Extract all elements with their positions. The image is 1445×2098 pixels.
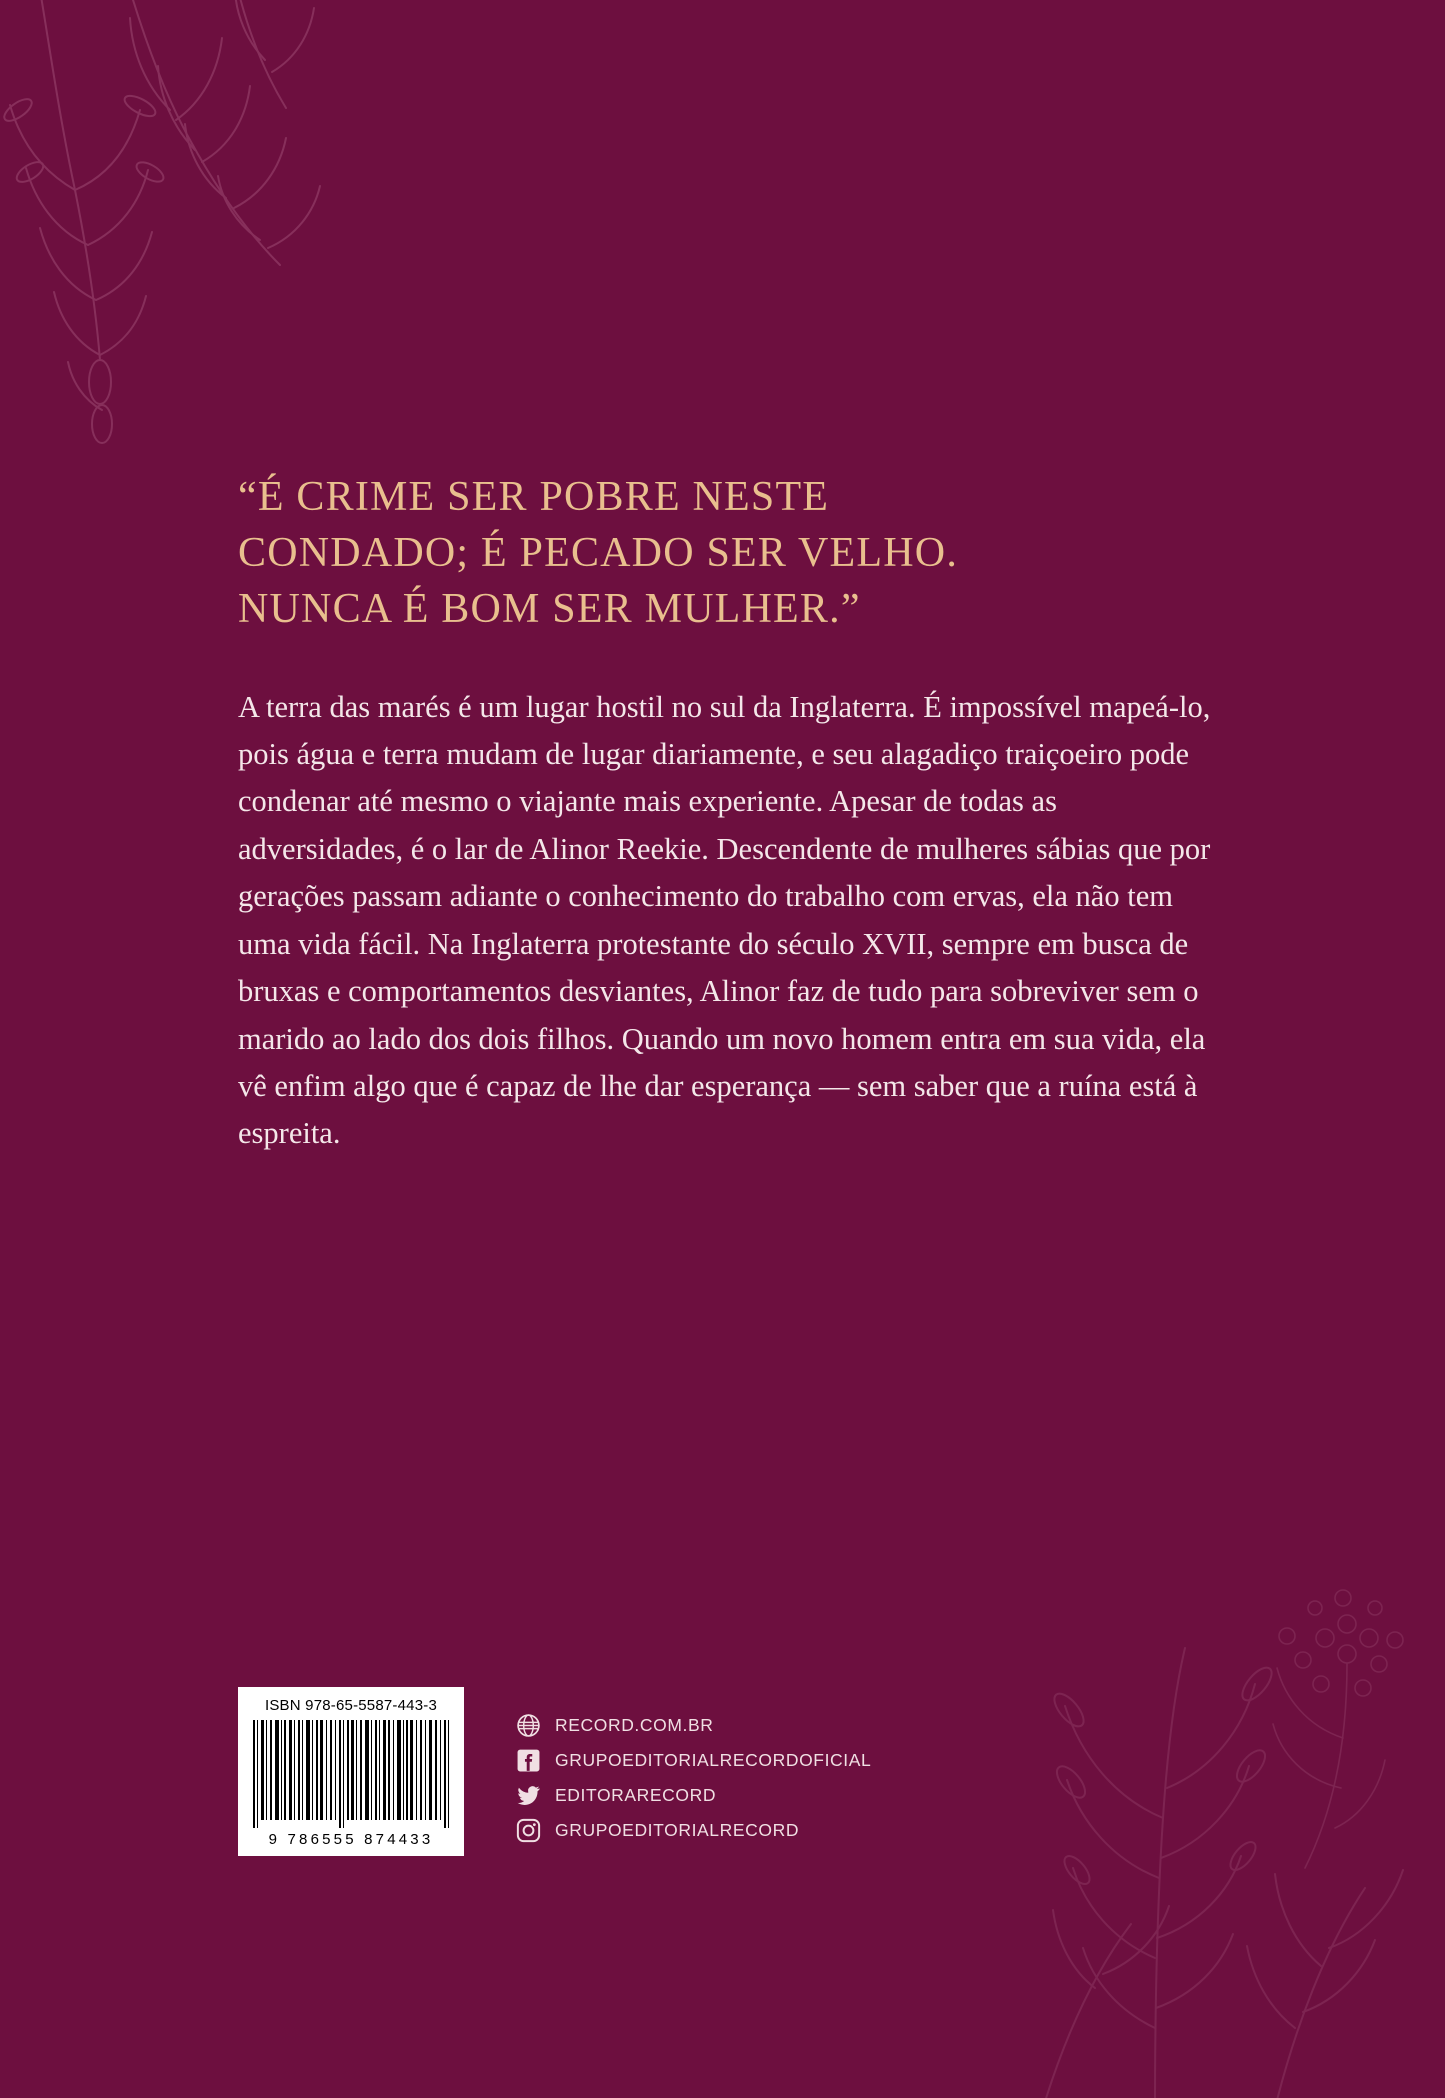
social-label: EDITORARECORD xyxy=(555,1785,717,1805)
social-item-twitter[interactable] xyxy=(516,1783,871,1808)
social-links xyxy=(516,1687,871,1843)
botanical-decoration-top-left xyxy=(0,0,450,510)
social-item-facebook[interactable] xyxy=(516,1748,871,1773)
barcode-bars xyxy=(251,1720,451,1828)
globe-icon xyxy=(516,1713,541,1738)
barcode-digits: 9 786555 874433 xyxy=(268,1831,434,1848)
isbn-label: ISBN 978-65-5587-443-3 xyxy=(264,1697,437,1714)
book-blurb: A terra das marés é um lugar hostil no sul da Inglaterra. É impossível mapeá-lo, pois água e terra mudam de lugar diariamente, e seu alagadiço traiçoeiro pode condenar até mesmo o viajante mais experiente. Apesar de todas as adversidades, é o lar de Alinor Reekie. Descendente de mulheres sábias que por gerações passam adiante o conhecimento do trabalho com ervas, ela não tem uma vida fácil. Na Inglaterra protestante do século XVII, sempre em busca de bruxas e comportamentos desviantes, Alinor faz de tudo para sobreviver sem o marido ao lado dos dois filhos. Quando um novo homem entra em sua vida, ela vê enfim algo que é capaz de lhe dar esperança — sem saber que a ruína está à espreita. xyxy=(238,689,1211,1151)
cover-text-block xyxy=(238,470,1238,1158)
pull-quote: “É CRIME SER POBRE NESTE CONDADO; É PECADO SER VELHO. NUNCA É BOM SER MULHER.” xyxy=(238,474,959,632)
social-label: RECORD.COM.BR xyxy=(555,1715,714,1735)
twitter-icon xyxy=(516,1783,541,1808)
cover-footer xyxy=(238,1687,1238,1856)
barcode xyxy=(238,1687,464,1856)
instagram-icon xyxy=(516,1818,541,1843)
social-label: GRUPOEDITORIALRECORDOFICIAL xyxy=(555,1750,872,1770)
facebook-icon xyxy=(516,1748,541,1773)
social-item-instagram[interactable] xyxy=(516,1818,871,1843)
social-item-website[interactable] xyxy=(516,1713,871,1738)
social-label: GRUPOEDITORIALRECORD xyxy=(555,1820,800,1840)
